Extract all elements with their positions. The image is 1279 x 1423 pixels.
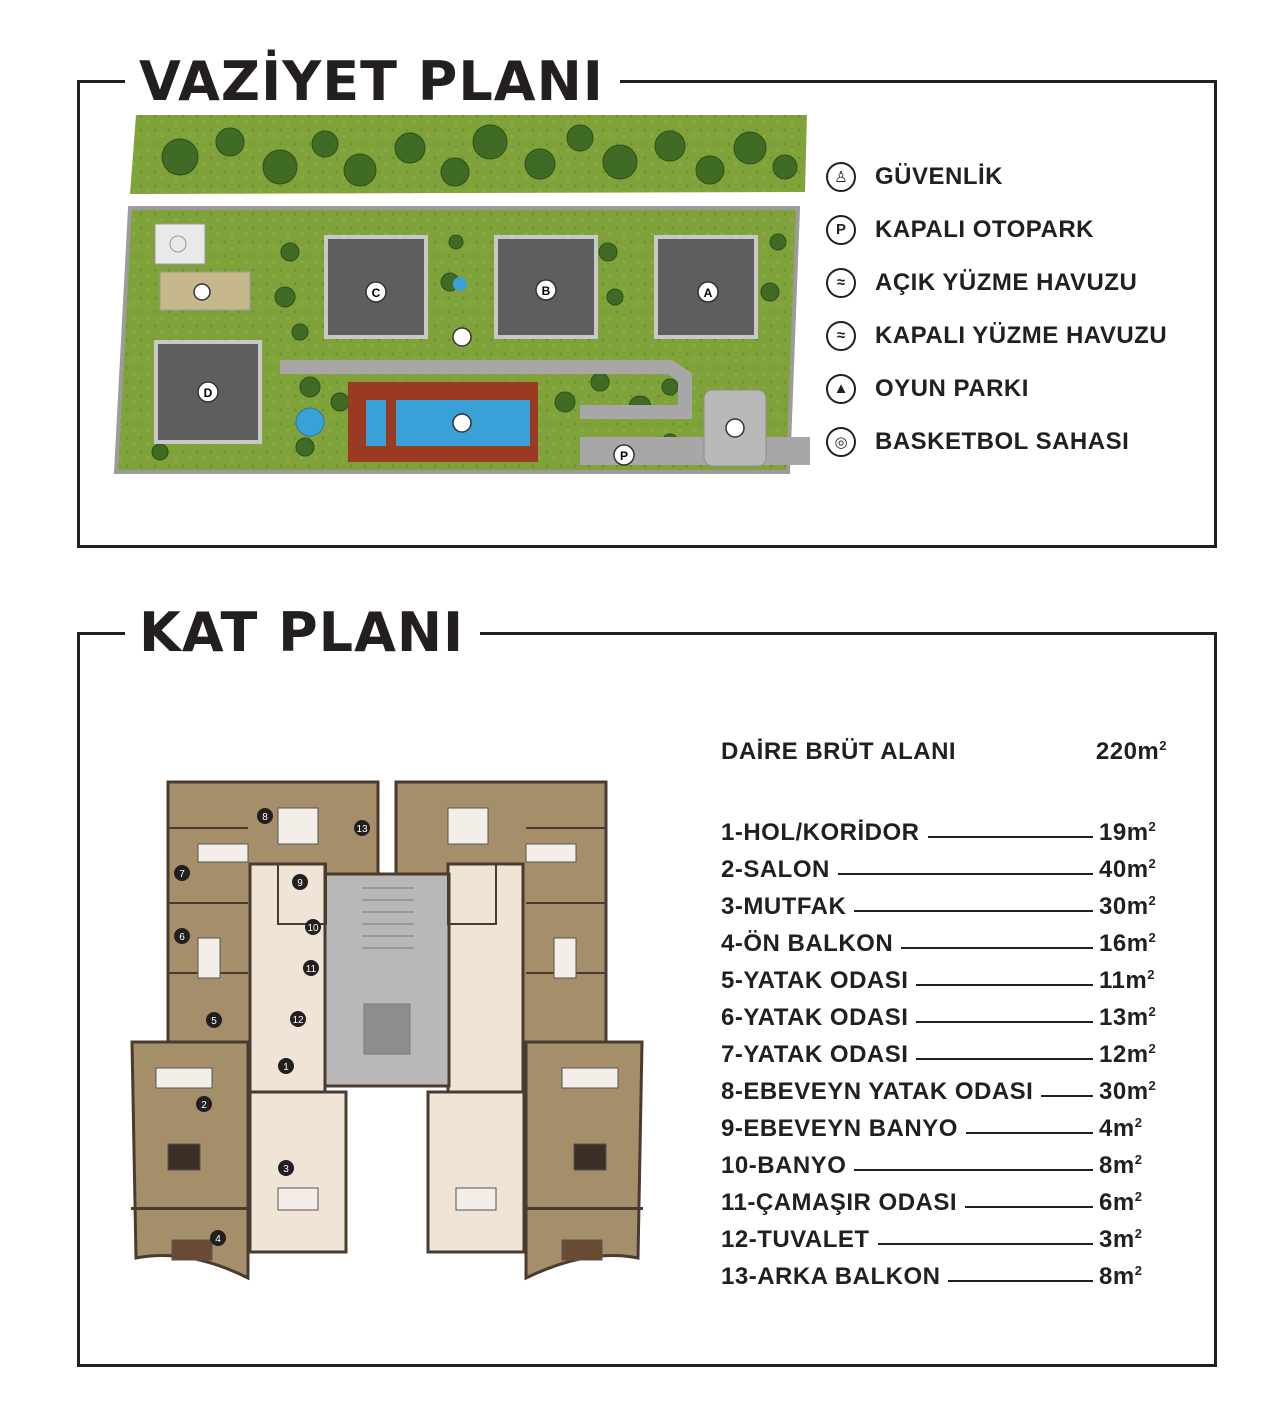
room-row <box>721 995 1167 1032</box>
block-marker-d <box>198 382 218 402</box>
svg-text:7: 7 <box>179 869 185 880</box>
block-marker-b <box>536 280 556 300</box>
room-row <box>721 810 1167 847</box>
svg-text:A: A <box>703 286 713 300</box>
leader-line <box>966 1132 1093 1134</box>
outdoor-pool-icon: ≈ <box>826 268 856 298</box>
room-area: $11m^2$ <box>1099 967 1155 994</box>
room-name: 5-YATAK ODASI <box>721 967 909 994</box>
room-row <box>721 1106 1167 1143</box>
leader-line <box>916 1021 1093 1023</box>
basketball-icon: ◎ <box>826 427 856 457</box>
legend-item <box>826 415 1167 468</box>
room-area: $12m^2$ <box>1099 1041 1157 1068</box>
room-name: 6-YATAK ODASI <box>721 1004 909 1031</box>
parking-icon: P <box>826 215 856 245</box>
legend-item <box>826 203 1167 256</box>
floor-plan-image <box>128 778 648 1288</box>
svg-text:C: C <box>371 286 381 300</box>
room-marker-13 <box>354 820 370 836</box>
security-guard-icon: ♙ <box>826 162 856 192</box>
svg-text:5: 5 <box>211 1016 217 1027</box>
room-row <box>721 847 1167 884</box>
leader-line <box>838 873 1093 875</box>
svg-text:9: 9 <box>297 878 303 889</box>
gross-area-label: DAİRE BRÜT ALANI <box>721 738 957 765</box>
leader-line <box>965 1206 1093 1208</box>
svg-text:1: 1 <box>283 1062 289 1073</box>
legend-item <box>826 362 1167 415</box>
room-name: 3-MUTFAK <box>721 893 847 920</box>
svg-text:3: 3 <box>283 1164 289 1175</box>
indoor-pool-icon: ≈ <box>826 321 856 351</box>
room-row <box>721 921 1167 958</box>
room-name: 8-EBEVEYN YATAK ODASI <box>721 1078 1034 1105</box>
room-area: $6m^2$ <box>1099 1189 1143 1216</box>
legend-label: AÇIK YÜZME HAVUZU <box>875 268 1138 296</box>
legend-label: GÜVENLİK <box>875 162 1004 190</box>
leader-line <box>916 1058 1093 1060</box>
room-marker-7 <box>174 865 190 881</box>
room-row <box>721 1143 1167 1180</box>
block-marker-c <box>366 282 386 302</box>
room-row <box>721 1180 1167 1217</box>
svg-text:6: 6 <box>179 932 185 943</box>
room-name: 1-HOL/KORİDOR <box>721 819 920 846</box>
gross-area-value: $220m^2$ <box>1095 738 1167 765</box>
site-plan-title: VAZİYET PLANI <box>125 55 620 109</box>
room-name: 2-SALON <box>721 856 830 883</box>
room-name: 12-TUVALET <box>721 1226 870 1253</box>
room-row <box>721 1069 1167 1106</box>
room-marker-12 <box>290 1011 306 1027</box>
room-marker-4 <box>210 1230 226 1246</box>
legend-label: KAPALI OTOPARK <box>875 215 1095 243</box>
svg-text:13: 13 <box>356 824 368 835</box>
legend-label: BASKETBOL SAHASI <box>875 427 1130 455</box>
svg-text:11: 11 <box>305 964 317 975</box>
room-list <box>721 810 1167 1291</box>
room-marker-2 <box>196 1096 212 1112</box>
room-row <box>721 1032 1167 1069</box>
room-marker-1 <box>278 1058 294 1074</box>
room-area: $13m^2$ <box>1099 1004 1157 1031</box>
room-name: 13-ARKA BALKON <box>721 1263 941 1290</box>
leader-line <box>928 836 1094 838</box>
room-marker-6 <box>174 928 190 944</box>
room-name: 10-BANYO <box>721 1152 847 1179</box>
room-area: $8m^2$ <box>1099 1263 1143 1290</box>
leader-line <box>854 910 1093 912</box>
gross-area-row <box>721 738 1167 773</box>
room-area-table <box>721 738 1167 1291</box>
legend-label: OYUN PARKI <box>875 374 1029 402</box>
playground-icon: ▲ <box>826 374 856 404</box>
room-name: 4-ÖN BALKON <box>721 930 894 957</box>
block-marker-a <box>698 282 718 302</box>
svg-text:10: 10 <box>307 923 319 934</box>
room-area: $40m^2$ <box>1099 856 1157 883</box>
room-row <box>721 1254 1167 1291</box>
room-marker-3 <box>278 1160 294 1176</box>
room-area: $8m^2$ <box>1099 1152 1143 1179</box>
leader-line <box>854 1169 1093 1171</box>
room-area: $16m^2$ <box>1099 930 1157 957</box>
svg-text:4: 4 <box>215 1234 221 1245</box>
room-marker-11 <box>303 960 319 976</box>
svg-text:2: 2 <box>201 1100 207 1111</box>
room-area: $30m^2$ <box>1099 1078 1157 1105</box>
room-name: 7-YATAK ODASI <box>721 1041 909 1068</box>
room-area: $3m^2$ <box>1099 1226 1143 1253</box>
room-area: $30m^2$ <box>1099 893 1157 920</box>
legend-item <box>826 309 1167 362</box>
room-marker-10 <box>305 919 321 935</box>
legend-item <box>826 256 1167 309</box>
legend-item <box>826 150 1167 203</box>
leader-line <box>948 1280 1093 1282</box>
legend-label: KAPALI YÜZME HAVUZU <box>875 321 1168 349</box>
leader-line <box>1041 1095 1093 1097</box>
room-area: $19m^2$ <box>1099 819 1157 846</box>
room-name: 11-ÇAMAŞIR ODASI <box>721 1189 958 1216</box>
floor-plan-title: KAT PLANI <box>125 606 480 660</box>
room-area: $4m^2$ <box>1099 1115 1143 1142</box>
room-marker-5 <box>206 1012 222 1028</box>
room-row <box>721 958 1167 995</box>
svg-text:12: 12 <box>292 1015 304 1026</box>
room-marker-9 <box>292 874 308 890</box>
parking-marker <box>614 445 634 465</box>
leader-line <box>878 1243 1093 1245</box>
svg-text:8: 8 <box>262 812 268 823</box>
svg-text:P: P <box>619 449 629 463</box>
leader-line <box>916 984 1093 986</box>
room-name: 9-EBEVEYN BANYO <box>721 1115 958 1142</box>
room-row <box>721 1217 1167 1254</box>
svg-text:D: D <box>203 386 213 400</box>
room-marker-8 <box>257 808 273 824</box>
svg-text:B: B <box>541 284 551 298</box>
leader-line <box>901 947 1093 949</box>
site-plan-image <box>110 112 810 482</box>
site-plan-legend <box>826 150 1167 468</box>
room-row <box>721 884 1167 921</box>
